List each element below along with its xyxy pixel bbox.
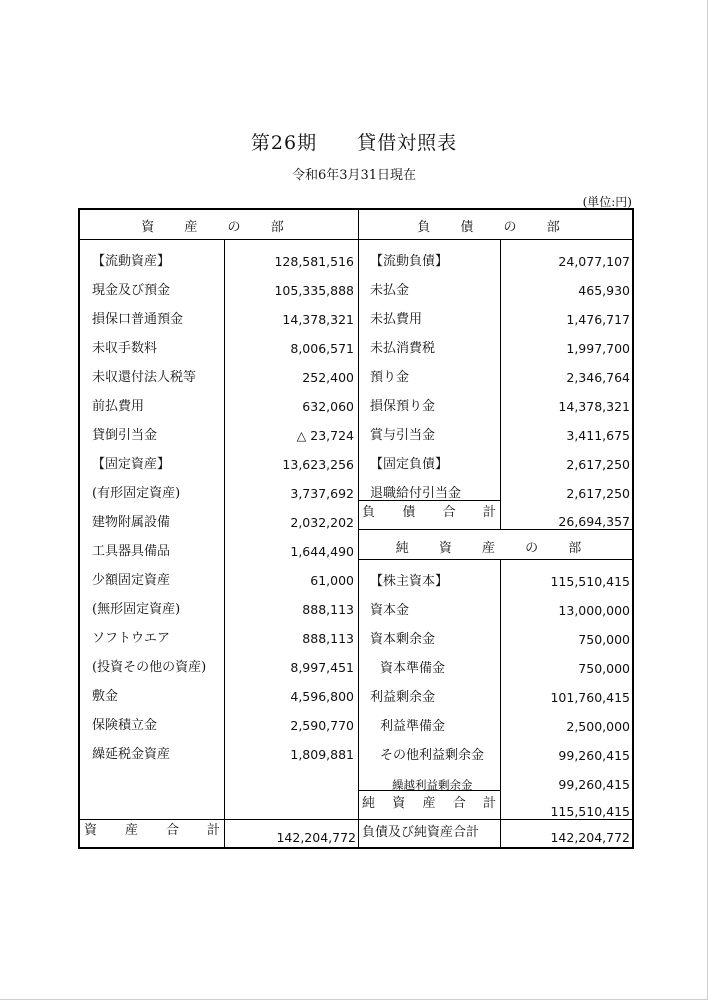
asset-row-amount: 4,596,800 bbox=[290, 689, 354, 704]
assets-total-char: 資 bbox=[84, 823, 98, 838]
asset-row-label: 貸倒引当金 bbox=[92, 428, 158, 443]
period-label: 第26期 bbox=[250, 132, 318, 154]
asset-row-amount: 13,623,256 bbox=[282, 457, 354, 472]
asset-row-amount: 8,997,451 bbox=[290, 660, 354, 675]
asset-row-amount: 8,006,571 bbox=[290, 341, 354, 356]
net-asset-row-amount: 99,260,415 bbox=[558, 777, 630, 792]
asset-row-amount: 61,000 bbox=[310, 573, 354, 588]
net-assets-header: 純 資 産 の 部 bbox=[395, 541, 595, 556]
liability-row-label: 未払消費税 bbox=[370, 341, 436, 356]
net-asset-row-amount: 750,000 bbox=[578, 632, 630, 647]
netasset-header-line bbox=[358, 559, 632, 560]
asset-row-label: 現金及び預金 bbox=[92, 283, 171, 298]
header-line bbox=[80, 239, 632, 240]
liability-row-amount: 2,346,764 bbox=[566, 370, 630, 385]
liability-row-label: 賞与引当金 bbox=[370, 428, 436, 443]
asset-row-label: 少額固定資産 bbox=[92, 573, 171, 588]
liability-row-amount: 2,617,250 bbox=[566, 486, 630, 501]
net-asset-row-label: 利益準備金 bbox=[380, 719, 446, 734]
liabilities-total-char: 合 bbox=[442, 505, 456, 520]
assets-total-label bbox=[84, 820, 220, 842]
netasset-amount-divider bbox=[500, 559, 501, 847]
liabilities-total-amount: 26,694,357 bbox=[558, 514, 630, 529]
liability-amount-divider bbox=[500, 239, 501, 529]
net-asset-row-label: 資本準備金 bbox=[380, 661, 446, 676]
asset-row-amount: 3,737,692 bbox=[290, 486, 354, 501]
asset-row-amount: 2,590,770 bbox=[290, 718, 354, 733]
as-of-date: 令和6年3月31日現在 bbox=[291, 168, 417, 183]
net-asset-row-amount: 99,260,415 bbox=[558, 748, 630, 763]
net-assets-total-char: 資 bbox=[392, 796, 406, 811]
asset-row-label: (投資その他の資産) bbox=[92, 660, 207, 675]
assets-total-amount: 142,204,772 bbox=[276, 830, 356, 845]
asset-row-label: 未収還付法人税等 bbox=[92, 370, 197, 385]
net-asset-row-label: 利益剰余金 bbox=[370, 690, 436, 705]
asset-row-label: (無形固定資産) bbox=[92, 602, 181, 617]
net-asset-row-amount: 115,510,415 bbox=[550, 574, 630, 589]
liability-total-bottom bbox=[358, 529, 632, 530]
liabilities-total-char: 負 bbox=[362, 505, 376, 520]
doc-title-label: 貸借対照表 bbox=[357, 132, 458, 154]
asset-row-label: 【固定資産】 bbox=[92, 457, 171, 472]
liabilities-total-char: 計 bbox=[482, 505, 496, 520]
liability-row-amount: 1,476,717 bbox=[566, 312, 630, 327]
net-asset-row-label: 資本剰余金 bbox=[370, 632, 436, 647]
liabilities-total-char: 債 bbox=[402, 505, 416, 520]
liability-row-amount: 465,930 bbox=[578, 283, 630, 298]
asset-row-label: 保険積立金 bbox=[92, 718, 158, 733]
asset-row-amount: △ 23,724 bbox=[296, 428, 354, 443]
liability-row-amount: 1,997,700 bbox=[566, 341, 630, 356]
assets-total-char: 計 bbox=[206, 823, 220, 838]
net-assets-total-label bbox=[362, 792, 496, 816]
asset-row-label: 【流動資産】 bbox=[92, 254, 171, 269]
asset-row-amount: 888,113 bbox=[302, 602, 354, 617]
assets-total-char: 産 bbox=[124, 823, 138, 838]
asset-row-amount: 1,809,881 bbox=[290, 747, 354, 762]
asset-row-amount: 1,644,490 bbox=[290, 544, 354, 559]
assets-total-char: 合 bbox=[165, 823, 179, 838]
liability-row-amount: 24,077,107 bbox=[558, 254, 630, 269]
document-title bbox=[0, 128, 708, 155]
asset-row-label: 工具器具備品 bbox=[92, 544, 171, 559]
liability-row-label: 未払金 bbox=[370, 283, 410, 298]
asset-row-amount: 14,378,321 bbox=[282, 312, 354, 327]
asset-row-label: ソフトウエア bbox=[92, 631, 171, 646]
net-asset-row-label: 繰越利益剰余金 bbox=[392, 778, 473, 792]
net-asset-row-amount: 101,760,415 bbox=[550, 690, 630, 705]
balance-sheet-table bbox=[78, 208, 634, 849]
liability-row-label: 【固定負債】 bbox=[370, 457, 449, 472]
net-asset-row-label: 【株主資本】 bbox=[370, 574, 449, 589]
asset-row-label: 未収手数料 bbox=[92, 341, 158, 356]
asset-row-label: 前払費用 bbox=[92, 399, 145, 414]
net-asset-row-amount: 13,000,000 bbox=[558, 603, 630, 618]
asset-row-amount: 2,032,202 bbox=[290, 515, 354, 530]
net-assets-total-char: 純 bbox=[362, 796, 376, 811]
liability-row-label: 損保預り金 bbox=[370, 399, 436, 414]
asset-row-label: (有形固定資産) bbox=[92, 486, 181, 501]
asset-row-amount: 632,060 bbox=[302, 399, 354, 414]
liability-row-label: 未払費用 bbox=[370, 312, 423, 327]
net-asset-row-label: 資本金 bbox=[370, 603, 410, 618]
net-assets-total-char: 合 bbox=[452, 796, 466, 811]
net-assets-total-amount: 115,510,415 bbox=[550, 804, 630, 819]
asset-row-label: 損保口普通預金 bbox=[92, 312, 184, 327]
asset-amount-divider bbox=[224, 239, 225, 825]
assets-header: 資 産 の 部 bbox=[141, 220, 297, 235]
asset-row-label: 建物附属設備 bbox=[92, 515, 171, 530]
asset-row-amount: 105,335,888 bbox=[274, 283, 354, 298]
grand-total-amount: 142,204,772 bbox=[550, 830, 630, 845]
liabilities-total-label bbox=[362, 502, 496, 524]
liability-row-amount: 14,378,321 bbox=[558, 399, 630, 414]
liability-row-amount: 3,411,675 bbox=[566, 428, 630, 443]
grand-total-label: 負債及び純資産合計 bbox=[362, 825, 480, 840]
asset-row-amount: 888,113 bbox=[302, 631, 354, 646]
net-asset-row-amount: 750,000 bbox=[578, 661, 630, 676]
asset-row-label: 敷金 bbox=[92, 689, 119, 704]
net-asset-row-label: その他利益剰余金 bbox=[380, 748, 485, 763]
net-assets-total-char: 計 bbox=[482, 796, 496, 811]
asset-row-amount: 252,400 bbox=[302, 370, 354, 385]
liability-row-label: 退職給付引当金 bbox=[370, 486, 462, 501]
asset-total-divider bbox=[224, 825, 225, 847]
liabilities-header: 負 債 の 部 bbox=[417, 220, 573, 235]
liability-row-amount: 2,617,250 bbox=[566, 457, 630, 472]
asset-row-amount: 128,581,516 bbox=[274, 254, 354, 269]
net-assets-total-char: 産 bbox=[422, 796, 436, 811]
net-asset-row-amount: 2,500,000 bbox=[566, 719, 630, 734]
liability-row-label: 【流動負債】 bbox=[370, 254, 449, 269]
unit-label: (単位:円) bbox=[582, 195, 632, 209]
liability-row-label: 預り金 bbox=[370, 370, 410, 385]
asset-row-label: 繰延税金資産 bbox=[92, 747, 171, 762]
